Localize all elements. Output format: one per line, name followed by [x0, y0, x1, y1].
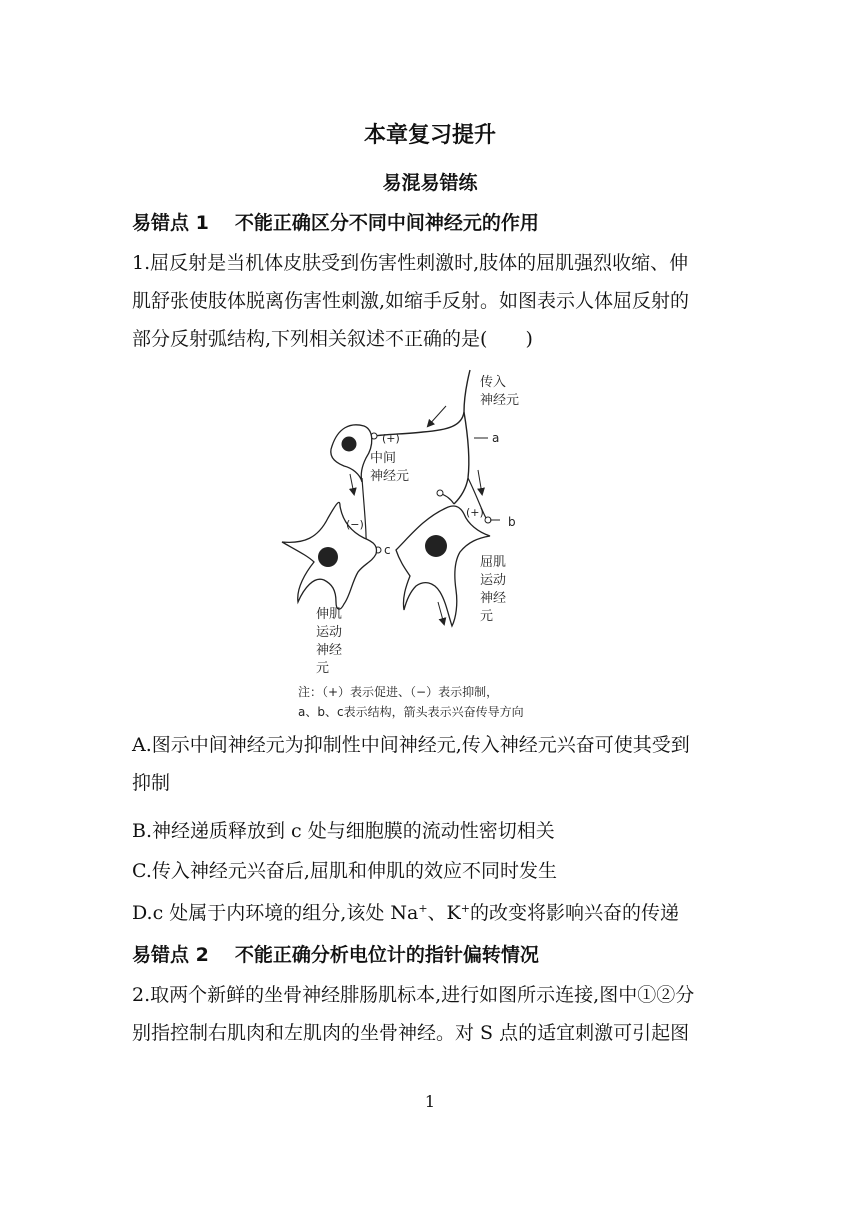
extensor-label: 运动 — [316, 625, 343, 640]
section-subtitle: 易混易错练 — [382, 172, 478, 194]
extensor-nucleus — [318, 547, 338, 567]
error-point-1-text: 不能正确区分不同中间神经元的作用 — [234, 212, 539, 234]
extensor-label: 元 — [316, 661, 330, 676]
reflex-arc-figure — [278, 366, 588, 724]
interneuron-nucleus — [342, 437, 357, 452]
option-d — [132, 898, 679, 925]
question-2-line: 别指控制右肌肉和左肌肉的坐骨神经。对 S 点的适宜刺激可引起图 — [132, 1022, 690, 1044]
option-a-line: A.图示中间神经元为抑制性中间神经元,传入神经元兴奋可使其受到 — [132, 734, 690, 756]
question-1-stem — [132, 244, 732, 358]
page-number: 1 — [424, 1092, 436, 1111]
label-c: c — [384, 543, 391, 557]
afferent-label: 传入 — [480, 375, 507, 390]
error-point-1-heading — [132, 208, 539, 235]
label-a: a — [492, 431, 500, 445]
afferent-fiber-branch — [454, 412, 469, 504]
option-b: B.神经递质释放到 c 处与细胞膜的流动性密切相关 — [132, 820, 555, 842]
option-c: C.传入神经元兴奋后,屈肌和伸肌的效应不同时发生 — [132, 860, 557, 882]
error-point-2-label: 易错点 2 — [132, 944, 209, 966]
extensor-label: 伸肌 — [316, 607, 343, 622]
question-1-line: 肌舒张使肢体脱离伤害性刺激,如缩手反射。如图表示人体屈反射的 — [132, 290, 690, 312]
figure-note: a、b、c表示结构，箭头表示兴奋传导方向 — [298, 705, 524, 719]
flexor-nucleus — [425, 535, 447, 557]
plus-sign: (+) — [382, 432, 400, 445]
afferent-terminal-flexor — [442, 494, 454, 504]
reflex-arc-diagram — [278, 366, 588, 724]
error-point-2-heading — [132, 940, 539, 967]
flexor-label: 元 — [480, 609, 494, 624]
option-d-text: 的改变将影响兴奋的传递 — [469, 902, 679, 924]
option-d-sup: + — [418, 902, 428, 915]
option-d-text: 、K — [427, 902, 461, 924]
error-point-2-text: 不能正确分析电位计的指针偏转情况 — [234, 944, 539, 966]
flexor-label: 屈肌 — [480, 555, 507, 570]
question-2-line: 2.取两个新鲜的坐骨神经腓肠肌标本,进行如图所示连接,图中①②分 — [132, 984, 695, 1006]
plus-sign: (+) — [466, 506, 484, 519]
label-b: b — [508, 515, 516, 529]
option-d-sup: + — [460, 902, 470, 915]
flexor-motor-neuron — [396, 506, 490, 626]
afferent-label: 神经元 — [480, 393, 520, 408]
question-1-line: 部分反射弧结构,下列相关叙述不正确的是( ) — [132, 328, 533, 350]
figure-note: 注：（+）表示促进、（−）表示抑制， — [298, 685, 499, 699]
question-2-stem — [132, 976, 732, 1052]
interneuron-label: 中间 — [370, 451, 397, 466]
extensor-label: 神经 — [316, 643, 343, 658]
interneuron-body — [331, 425, 372, 482]
minus-sign: (−) — [346, 518, 364, 531]
flexor-label: 运动 — [480, 573, 507, 588]
option-a — [132, 726, 732, 802]
error-point-1-label: 易错点 1 — [132, 212, 209, 234]
flexor-label: 神经 — [480, 591, 507, 606]
chapter-title: 本章复习提升 — [363, 123, 496, 148]
question-1-line: 1.屈反射是当机体皮肤受到伤害性刺激时,肢体的屈肌强烈收缩、伸 — [132, 252, 689, 274]
afferent-fiber — [374, 370, 470, 436]
option-d-text: D.c 处属于内环境的组分,该处 Na — [132, 902, 419, 924]
option-a-line: 抑制 — [132, 772, 171, 794]
interneuron-label: 神经元 — [370, 469, 410, 484]
